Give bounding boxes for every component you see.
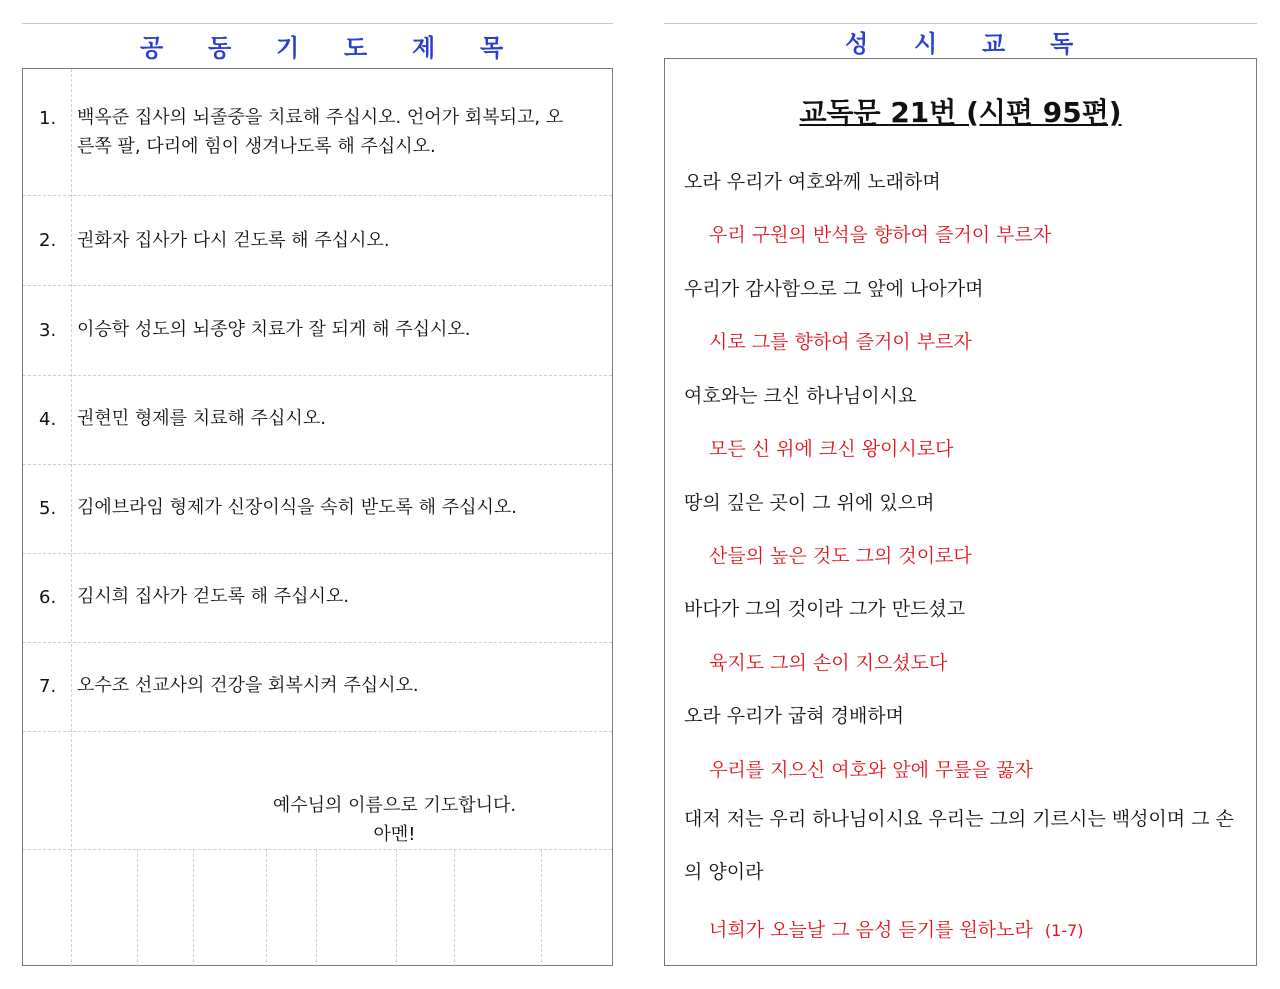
prayer-number: 1. — [39, 108, 57, 129]
responsive-reading-box — [664, 58, 1257, 966]
row-separator — [23, 375, 612, 376]
title-char: 기 — [276, 34, 300, 62]
title-char: 공 — [140, 34, 164, 62]
grid-line — [454, 849, 455, 967]
people-verse: 모든 신 위에 크신 왕이시로다 — [709, 438, 954, 460]
leader-verse: 땅의 깊은 곳이 그 위에 있으며 — [684, 492, 935, 514]
grid-line — [541, 849, 542, 967]
row-separator — [23, 553, 612, 554]
title-char: 성 — [845, 30, 869, 58]
right-top-rule — [664, 23, 1257, 24]
people-verse — [709, 915, 1084, 942]
prayer-text: 오수조 선교사의 건강을 회복시켜 주십시오. — [77, 675, 419, 696]
grid-line — [316, 849, 317, 967]
leader-verse: 대저 저는 우리 하나님이시요 우리는 그의 기르시는 백성이며 그 손의 양이라 — [684, 808, 1234, 883]
title-char: 독 — [1050, 30, 1074, 58]
title-char: 교 — [982, 30, 1006, 58]
closing-line: 예수님의 이름으로 기도합니다. — [272, 795, 517, 816]
people-verse: 우리를 지으신 여호와 앞에 무릎을 꿇자 — [709, 759, 1033, 781]
row-separator — [23, 464, 612, 465]
people-verse: 산들의 높은 것도 그의 것이로다 — [709, 545, 972, 567]
row-separator — [23, 285, 612, 286]
leader-verse: 우리가 감사함으로 그 앞에 나아가며 — [684, 278, 984, 300]
leader-verse: 바다가 그의 것이라 그가 만드셨고 — [684, 598, 966, 620]
people-verse: 시로 그를 향하여 즐거이 부르자 — [709, 331, 972, 353]
prayer-number: 6. — [39, 587, 57, 608]
row-separator — [23, 849, 612, 850]
closing-prayer — [99, 791, 690, 849]
prayer-number: 4. — [39, 409, 57, 430]
row-separator — [23, 731, 612, 732]
row-separator — [23, 195, 612, 196]
prayer-text: 김에브라임 형제가 신장이식을 속히 받도록 해 주십시오. — [77, 497, 517, 518]
grid-line — [266, 849, 267, 967]
leader-verse: 오라 우리가 굽혀 경배하며 — [684, 705, 905, 727]
prayer-list-box — [22, 68, 613, 966]
reading-heading: 교독문 21번 (시편 95편) — [799, 96, 1122, 129]
grid-line — [193, 849, 194, 967]
grid-line — [71, 69, 72, 967]
grid-line — [396, 849, 397, 967]
prayer-text: 권현민 형제를 치료해 주십시오. — [77, 408, 326, 429]
title-char: 동 — [208, 34, 232, 62]
scripture-reference: (1-7) — [1044, 921, 1084, 940]
leader-verse: 오라 우리가 여호와께 노래하며 — [684, 171, 941, 193]
title-char: 도 — [344, 34, 368, 62]
prayer-number: 7. — [39, 676, 57, 697]
people-verse-text: 너희가 오늘날 그 음성 듣기를 원하노라 — [709, 919, 1033, 941]
leader-verse: 여호와는 크신 하나님이시요 — [684, 385, 917, 407]
amen-line: 아멘! — [373, 824, 416, 845]
row-separator — [23, 642, 612, 643]
people-verse: 육지도 그의 손이 지으셨도다 — [709, 652, 948, 674]
prayer-number: 5. — [39, 498, 57, 519]
title-char: 제 — [412, 34, 436, 62]
prayer-number: 3. — [39, 320, 57, 341]
prayer-text: 백옥준 집사의 뇌졸중을 치료해 주십시오. 언어가 회복되고, 오른쪽 팔, 다리에 힘이 생겨나도록 해 주십시오. — [77, 107, 564, 157]
prayer-number: 2. — [39, 230, 57, 251]
title-char: 시 — [914, 30, 938, 58]
left-top-rule — [22, 23, 613, 24]
prayer-text: 이승학 성도의 뇌종양 치료가 잘 되게 해 주십시오. — [77, 319, 471, 340]
people-verse: 우리 구원의 반석을 향하여 즐거이 부르자 — [709, 224, 1052, 246]
grid-line — [137, 849, 138, 967]
title-char: 목 — [480, 34, 504, 62]
prayer-text: 권화자 집사가 다시 걷도록 해 주십시오. — [77, 230, 390, 251]
prayer-text: 김시희 집사가 걷도록 해 주십시오. — [77, 586, 350, 607]
